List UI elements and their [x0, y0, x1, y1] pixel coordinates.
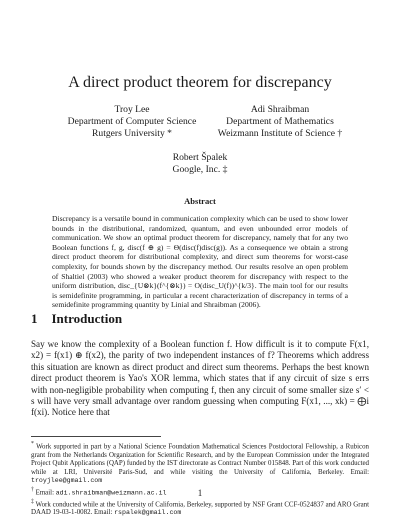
footnote-3 — [31, 498, 369, 518]
author-affiliation: Department of Mathematics — [226, 116, 334, 127]
author-robert-spalek — [130, 152, 270, 176]
footnote-divider — [31, 436, 161, 437]
section-heading — [31, 311, 369, 327]
abstract — [52, 196, 348, 310]
author-affiliation: Google, Inc. ‡ — [172, 164, 228, 175]
author-adi-shraibman — [205, 104, 355, 140]
footnote-mark: ‡ — [31, 498, 34, 505]
footnote-mark: * — [31, 441, 34, 447]
author-institution: Rutgers University * — [92, 128, 172, 139]
section-number: 1 — [31, 311, 38, 326]
footnote-mark: † — [31, 486, 34, 493]
section-body: Say we know the complexity of a Boolean function f. How difficult is it to compute F(x1, x2) = f(x1) ⊕ f(x2), the parity of two independent instances of f? Theorems which address this situation are known as direct product and direct sum theorems. Perhaps the best known direct product theorem is Yao's XOR lemma, which states that if any circuit of size s errs with non-negligible probability when computing f, then any circuit of some smaller size s′ < s will have very small advantage over random guessing when computing F(x1, ..., xk) = ⨁i f(xi). Notice here that — [31, 339, 369, 418]
footnotes — [31, 436, 369, 518]
author-institution: Weizmann Institute of Science † — [217, 128, 343, 139]
author-name: Adi Shraibman — [250, 104, 310, 115]
paper-title: A direct product theorem for discrepancy — [68, 74, 332, 91]
footnote-text: Work supported in part by a National Science Foundation Mathematical Sciences Postdoctoral Fellowship, a Rubicon grant from the Netherlands Organization for Scientific Research, and by the European Commission under the Integrated Project Qubit Applications (QAP) funded by the IST directorate as Contract Number 015848. Part of this work conducted while at LRI, Université Paris-Sud, and while visiting the University of California, Berkeley. Email: — [31, 443, 369, 476]
footnote-email[interactable]: rspalek@gmail.com — [114, 509, 182, 517]
section-introduction — [31, 311, 369, 419]
author-name: Troy Lee — [114, 104, 150, 115]
abstract-text: Discrepancy is a versatile bound in communication complexity which can be used to show lower bounds in the distributional, randomized, quantum, and even unbounded error models of communication. We show an optimal product theorem for discrepancy, namely that for any two Boolean functions f, g, disc(f ⊕ g) = Θ(disc(f)disc(g)). As a consequence we obtain a strong direct product theorem for distributional complexity, and direct sum theorems for worst-case complexity, for bounds shown by the discrepancy method. Our results resolve an open problem of Shaltiel (2003) who showed a weaker product theorem for discrepancy with respect to the uniform distribution, disc_{U⊗k}(f^{⊗k}) = O(disc_U(f))^{k/3}. The main tool for our results is semidefinite programming, in particular a recent characterization of discrepancy in terms of a semidefinite programming quantity by Linial and Shraibman (2006). — [52, 214, 348, 310]
page-number: 1 — [197, 488, 203, 498]
author-affiliation: Department of Computer Science — [67, 116, 197, 127]
abstract-heading: Abstract — [184, 196, 216, 206]
footnote-text: Email: — [35, 489, 54, 497]
footnote-email[interactable]: troyjlee@gmail.com — [31, 477, 103, 485]
section-title: Introduction — [51, 311, 123, 326]
footnote-text: Work conducted while at the University of California, Berkeley, supported by NSF Grant CCF-0524837 and ARO Grant DAAD 19-03-1-0082. Email: — [31, 500, 369, 517]
footnote-email[interactable]: adi.shraibman@weizmann.ac.il — [55, 489, 167, 497]
author-name: Robert Špalek — [172, 152, 228, 163]
author-troy-lee — [62, 104, 202, 140]
footnote-1 — [31, 440, 369, 486]
